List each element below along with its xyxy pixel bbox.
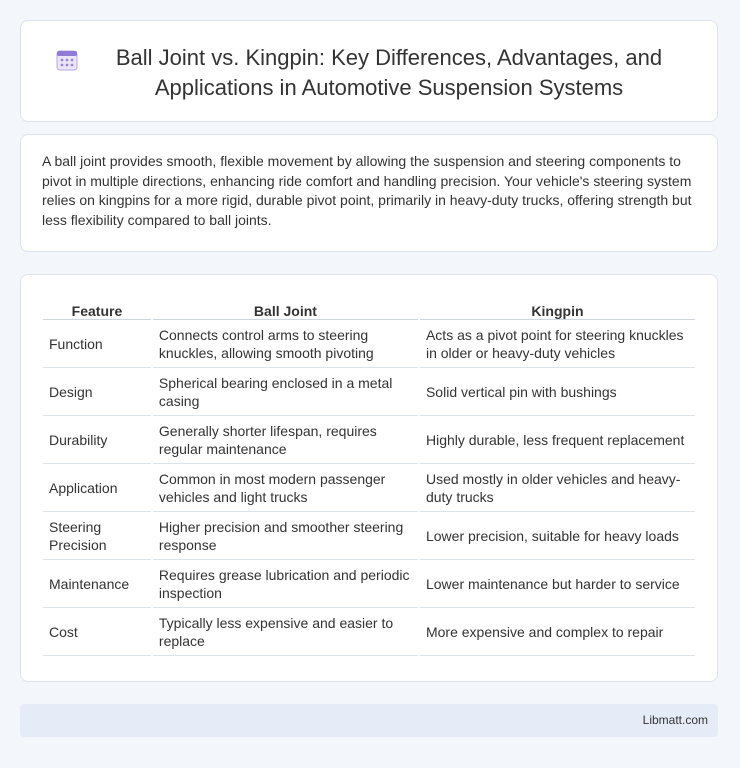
- feature-cell: Maintenance: [43, 560, 151, 608]
- feature-cell: Steering Precision: [43, 512, 151, 560]
- footer-site-link[interactable]: Libmatt.com: [642, 713, 708, 727]
- intro-paragraph: A ball joint provides smooth, flexible movement by allowing the suspension and steering components to pivot in multiple directions, enhancing ride comfort and handling precision. Your vehicle's steering system relies on kingpins for a more rigid, durable pivot point, primarily in heavy-duty trucks, offering strength but less flexibility compared to ball joints.: [42, 153, 692, 228]
- feature-cell: Application: [43, 464, 151, 512]
- ball-joint-cell: Connects control arms to steering knuckles, allowing smooth pivoting: [153, 320, 418, 368]
- feature-cell: Durability: [43, 416, 151, 464]
- kingpin-cell: Lower maintenance but harder to service: [420, 560, 695, 608]
- kingpin-cell: Lower precision, suitable for heavy loads: [420, 512, 695, 560]
- table-row: [43, 464, 695, 512]
- kingpin-cell: Highly durable, less frequent replacement: [420, 416, 695, 464]
- title-card: [20, 20, 718, 122]
- header-feature: Feature: [43, 295, 151, 320]
- kingpin-cell: Used mostly in older vehicles and heavy-duty trucks: [420, 464, 695, 512]
- table-row: [43, 320, 695, 368]
- feature-cell: Cost: [43, 608, 151, 656]
- table-row: [43, 512, 695, 560]
- ball-joint-cell: Higher precision and smoother steering response: [153, 512, 418, 560]
- page-title: Ball Joint vs. Kingpin: Key Differences, Advantages, and Applications in Automotive Suspension Systems: [115, 45, 663, 100]
- table-header-row: [43, 295, 695, 320]
- table-row: [43, 416, 695, 464]
- calendar-icon: [56, 49, 78, 71]
- kingpin-cell: More expensive and complex to repair: [420, 608, 695, 656]
- table-row: [43, 560, 695, 608]
- comparison-card: [20, 274, 718, 682]
- table-row: [43, 368, 695, 416]
- footer-bar: [20, 704, 718, 737]
- ball-joint-cell: Common in most modern passenger vehicles and light trucks: [153, 464, 418, 512]
- feature-cell: Function: [43, 320, 151, 368]
- kingpin-cell: Acts as a pivot point for steering knuckles in older or heavy-duty vehicles: [420, 320, 695, 368]
- ball-joint-cell: Typically less expensive and easier to replace: [153, 608, 418, 656]
- ball-joint-cell: Generally shorter lifespan, requires regular maintenance: [153, 416, 418, 464]
- feature-cell: Design: [43, 368, 151, 416]
- header-kingpin: Kingpin: [420, 295, 695, 320]
- ball-joint-cell: Spherical bearing enclosed in a metal casing: [153, 368, 418, 416]
- comparison-table: [41, 295, 697, 656]
- ball-joint-cell: Requires grease lubrication and periodic inspection: [153, 560, 418, 608]
- intro-card: [20, 134, 718, 252]
- table-row: [43, 608, 695, 656]
- kingpin-cell: Solid vertical pin with bushings: [420, 368, 695, 416]
- header-ball-joint: Ball Joint: [153, 295, 418, 320]
